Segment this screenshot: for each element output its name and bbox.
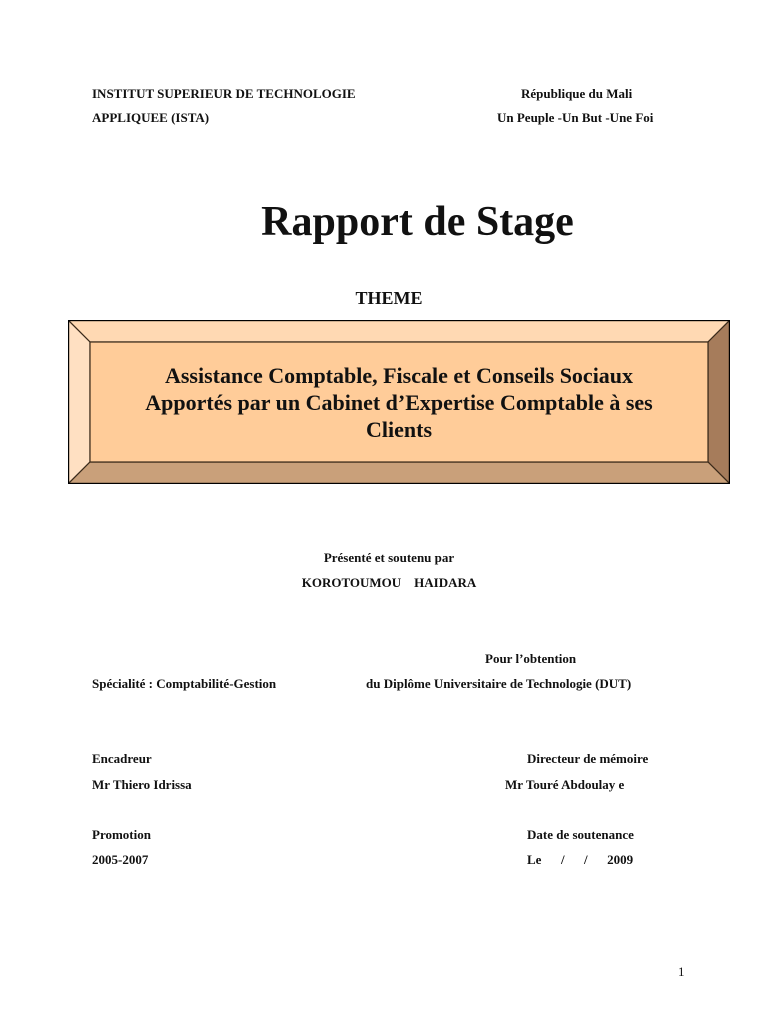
- supervisor-name: Mr Thiero Idrissa: [92, 777, 192, 792]
- theme-text: [90, 344, 708, 460]
- national-motto: Un Peuple -Un But -Une Foi: [497, 110, 654, 125]
- theme-line-3: Clients: [366, 416, 432, 442]
- specialty: Spécialité : Comptabilité-Gestion: [92, 676, 277, 691]
- theme-label: THEME: [355, 288, 423, 308]
- page-title: Rapport de Stage: [261, 199, 574, 245]
- director-label: Directeur de mémoire: [527, 751, 649, 766]
- promotion-label: Promotion: [92, 827, 151, 842]
- theme-line-2: Apportés par un Cabinet d’Expertise Comptable à ses: [145, 389, 653, 415]
- presented-by-label: Présenté et soutenu par: [323, 550, 455, 565]
- diploma-name: du Diplôme Universitaire de Technologie (DUT): [366, 676, 632, 691]
- theme-line-1: Assistance Comptable, Fiscale et Conseils Sociaux: [164, 362, 634, 388]
- student-name: KOROTOUMOU HAIDARA: [301, 575, 477, 590]
- country-name: République du Mali: [521, 86, 633, 101]
- obtention-label: Pour l’obtention: [485, 651, 577, 666]
- institute-name-line2: APPLIQUEE (ISTA): [92, 110, 210, 125]
- director-name: Mr Touré Abdoulay e: [505, 777, 625, 792]
- page-number: 1: [678, 964, 685, 979]
- promotion-value: 2005-2007: [92, 852, 149, 867]
- supervisor-label: Encadreur: [92, 751, 152, 766]
- institute-name-line1: INSTITUT SUPERIEUR DE TECHNOLOGIE: [92, 86, 356, 101]
- theme-frame: [68, 320, 730, 484]
- defense-date-value: Le / / 2009: [527, 852, 634, 867]
- defense-date-label: Date de soutenance: [527, 827, 634, 842]
